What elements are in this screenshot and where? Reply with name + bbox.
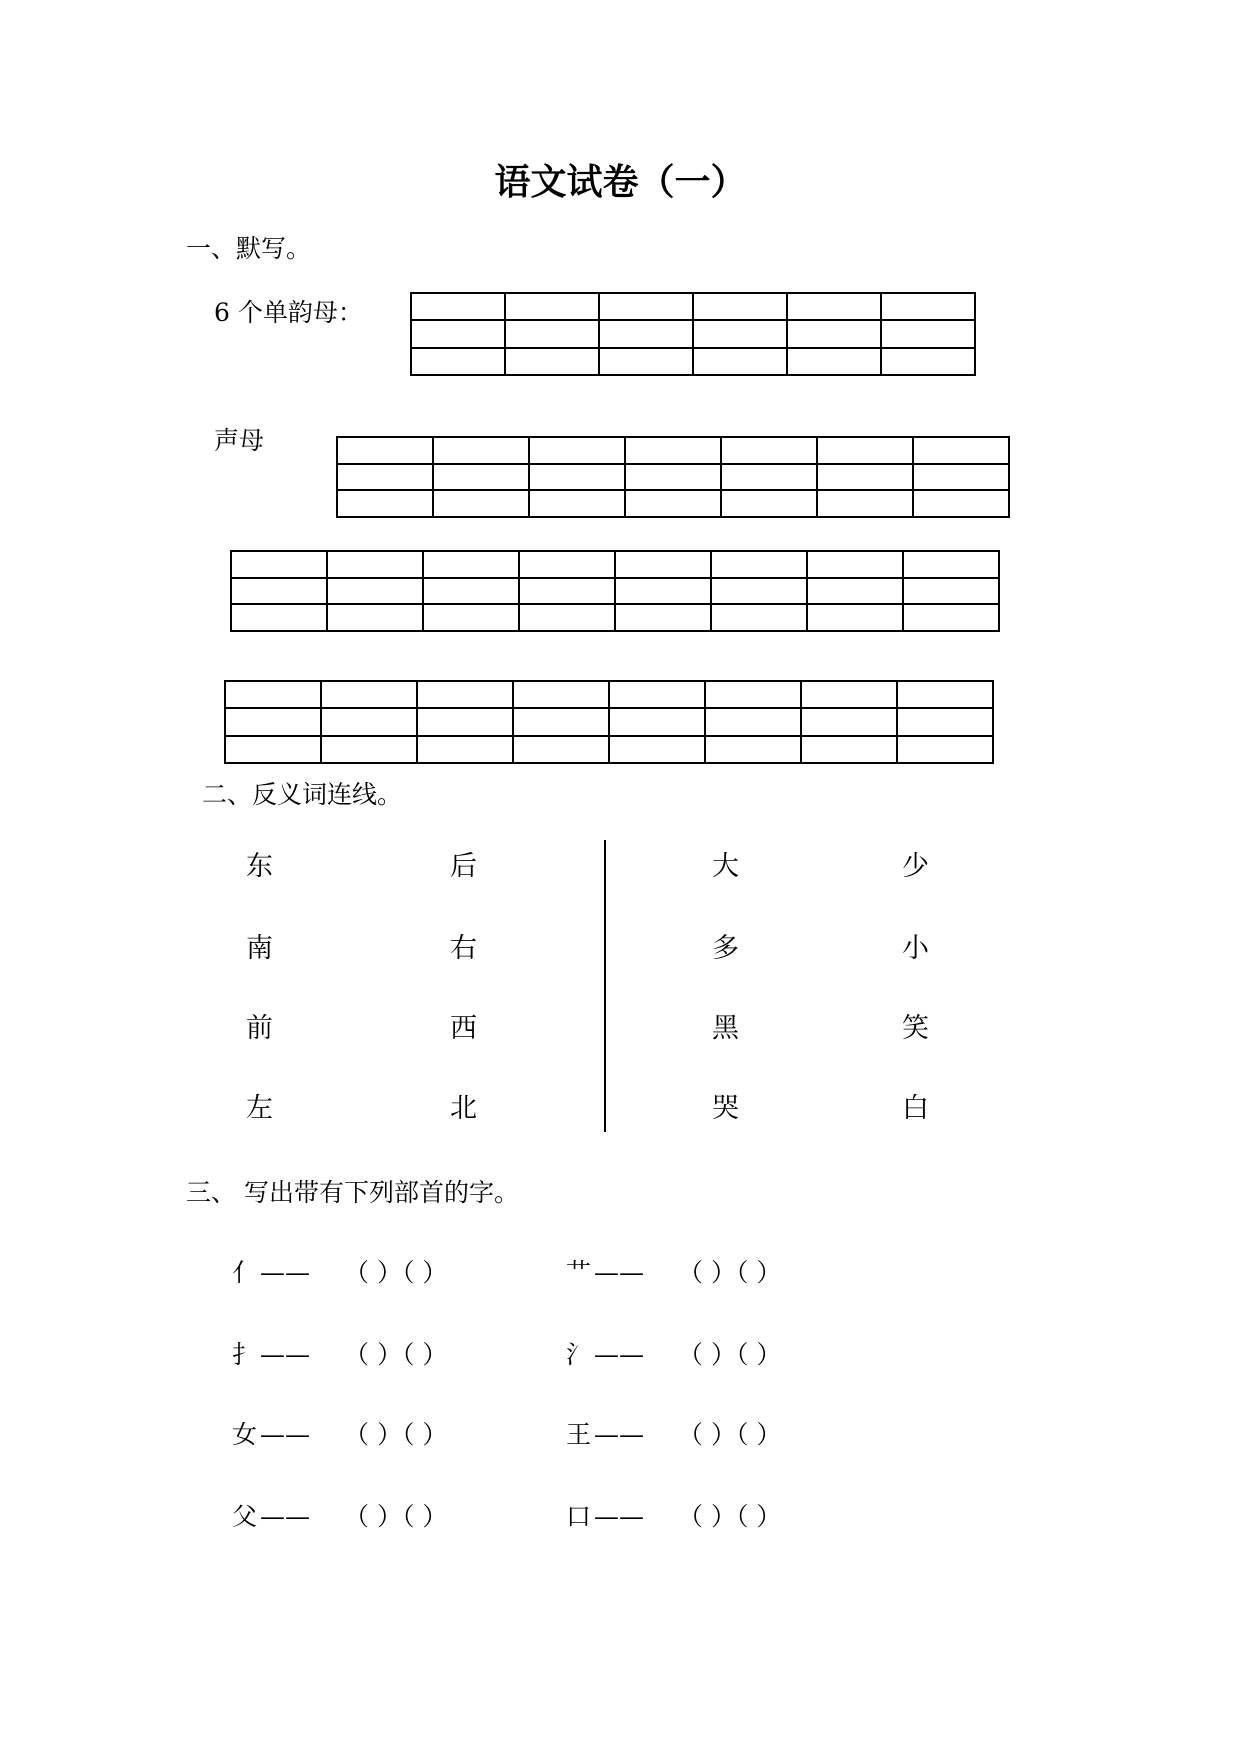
answer-blanks[interactable]: （ ）（ ） xyxy=(678,1502,782,1531)
grid-cell[interactable] xyxy=(897,736,993,763)
grid-cell[interactable] xyxy=(881,320,975,347)
grid-cell[interactable] xyxy=(411,320,505,347)
grid-cell[interactable] xyxy=(711,551,807,578)
antonym-match-left[interactable]: 后 xyxy=(450,851,477,882)
radical-char: 氵 xyxy=(566,1340,592,1369)
grid-cell[interactable] xyxy=(231,551,327,578)
grid-cell[interactable] xyxy=(807,604,903,631)
grid-cell[interactable] xyxy=(801,681,897,708)
grid-cell[interactable] xyxy=(327,604,423,631)
grid-cell[interactable] xyxy=(225,708,321,735)
grid-cell[interactable] xyxy=(519,551,615,578)
grid-cell[interactable] xyxy=(505,293,599,320)
radical-char: 扌 xyxy=(232,1340,258,1369)
grid-cell[interactable] xyxy=(721,490,817,517)
grid-cell[interactable] xyxy=(721,464,817,491)
grid-cell[interactable] xyxy=(599,348,693,375)
section3-heading: 三、 写出带有下列部首的字。 xyxy=(186,1178,519,1207)
grid-cell[interactable] xyxy=(599,320,693,347)
grid-cell[interactable] xyxy=(231,604,327,631)
grid-cell[interactable] xyxy=(787,320,881,347)
antonym-word-right[interactable]: 哭 xyxy=(712,1093,739,1124)
grid-cell[interactable] xyxy=(609,681,705,708)
antonym-match-right[interactable]: 白 xyxy=(902,1093,929,1124)
grid-cell[interactable] xyxy=(337,437,433,464)
grid-cell[interactable] xyxy=(609,736,705,763)
grid-cell[interactable] xyxy=(817,437,913,464)
radical-row xyxy=(0,1500,1241,1534)
radical-char: 口 xyxy=(566,1502,592,1531)
grid-cell[interactable] xyxy=(411,348,505,375)
antonym-match-right[interactable]: 少 xyxy=(902,851,929,882)
grid-cell[interactable] xyxy=(903,578,999,605)
grid-cell[interactable] xyxy=(913,437,1009,464)
antonym-word-left[interactable]: 左 xyxy=(246,1093,273,1124)
antonym-word-right[interactable]: 大 xyxy=(712,851,739,882)
grid-cell[interactable] xyxy=(615,578,711,605)
grid-cell[interactable] xyxy=(417,736,513,763)
grid-cell[interactable] xyxy=(529,464,625,491)
dash: —— xyxy=(594,1502,644,1531)
grid-cell[interactable] xyxy=(321,736,417,763)
grid-cell[interactable] xyxy=(327,578,423,605)
radical-char: 王 xyxy=(566,1420,592,1449)
grid-cell[interactable] xyxy=(801,708,897,735)
grid-cell[interactable] xyxy=(787,348,881,375)
antonym-word-right[interactable]: 多 xyxy=(712,933,739,964)
grid-cell[interactable] xyxy=(513,681,609,708)
grid-cell[interactable] xyxy=(225,681,321,708)
grid-cell[interactable] xyxy=(711,604,807,631)
antonym-word-right[interactable]: 黑 xyxy=(712,1013,739,1044)
grid-cell[interactable] xyxy=(817,464,913,491)
vowels-writing-grid xyxy=(410,292,976,376)
grid-cell[interactable] xyxy=(327,551,423,578)
section1-heading: 一、默写。 xyxy=(186,234,312,263)
grid-cell[interactable] xyxy=(417,681,513,708)
grid-cell[interactable] xyxy=(411,293,505,320)
grid-cell[interactable] xyxy=(615,604,711,631)
dash: —— xyxy=(594,1258,644,1287)
grid-cell[interactable] xyxy=(599,293,693,320)
initials-label: 声母 xyxy=(214,426,265,455)
grid-cell[interactable] xyxy=(787,293,881,320)
grid-cell[interactable] xyxy=(529,490,625,517)
grid-cell[interactable] xyxy=(881,293,975,320)
grid-cell[interactable] xyxy=(609,708,705,735)
radical-row xyxy=(0,1418,1241,1452)
grid-cell[interactable] xyxy=(913,490,1009,517)
grid-cell[interactable] xyxy=(417,708,513,735)
radical-char: 父 xyxy=(232,1502,258,1531)
antonym-word-left[interactable]: 东 xyxy=(246,851,273,882)
grid-cell[interactable] xyxy=(693,293,787,320)
grid-cell[interactable] xyxy=(625,464,721,491)
grid-cell[interactable] xyxy=(505,320,599,347)
antonym-match-right[interactable]: 笑 xyxy=(902,1013,929,1044)
antonym-match-left[interactable]: 右 xyxy=(450,933,477,964)
grid-cell[interactable] xyxy=(433,490,529,517)
answer-blanks[interactable]: （ ）（ ） xyxy=(678,1420,782,1449)
grid-cell[interactable] xyxy=(693,320,787,347)
page-title: 语文试卷（一） xyxy=(494,161,747,203)
grid-cell[interactable] xyxy=(817,490,913,517)
dash: —— xyxy=(260,1340,310,1369)
antonym-word-left[interactable]: 前 xyxy=(246,1013,273,1044)
grid-cell[interactable] xyxy=(881,348,975,375)
radical-char: 亻 xyxy=(232,1258,258,1287)
grid-cell[interactable] xyxy=(625,490,721,517)
answer-blanks[interactable]: （ ）（ ） xyxy=(678,1340,782,1369)
answer-blanks[interactable]: （ ）（ ） xyxy=(344,1420,448,1449)
initials-writing-grid-3 xyxy=(224,680,994,764)
initials-writing-grid-2 xyxy=(230,550,1000,632)
grid-cell[interactable] xyxy=(513,708,609,735)
vowels-label: 6 个单韵母： xyxy=(214,298,363,327)
grid-cell[interactable] xyxy=(433,464,529,491)
radical-row xyxy=(0,1338,1241,1372)
grid-cell[interactable] xyxy=(625,437,721,464)
grid-cell[interactable] xyxy=(337,464,433,491)
dash: —— xyxy=(594,1420,644,1449)
grid-cell[interactable] xyxy=(529,437,625,464)
dash: —— xyxy=(260,1258,310,1287)
dash: —— xyxy=(260,1420,310,1449)
grid-cell[interactable] xyxy=(519,578,615,605)
grid-cell[interactable] xyxy=(801,736,897,763)
grid-cell[interactable] xyxy=(231,578,327,605)
initials-writing-grid-1 xyxy=(336,436,1010,518)
grid-cell[interactable] xyxy=(433,437,529,464)
antonym-word-left[interactable]: 南 xyxy=(246,933,273,964)
grid-cell[interactable] xyxy=(807,578,903,605)
dash: —— xyxy=(260,1502,310,1531)
grid-cell[interactable] xyxy=(423,551,519,578)
grid-cell[interactable] xyxy=(705,708,801,735)
grid-cell[interactable] xyxy=(225,736,321,763)
radical-row xyxy=(0,1256,1241,1290)
grid-cell[interactable] xyxy=(615,551,711,578)
grid-cell[interactable] xyxy=(321,681,417,708)
answer-blanks[interactable]: （ ）（ ） xyxy=(344,1258,448,1287)
grid-cell[interactable] xyxy=(321,708,417,735)
radical-char: 女 xyxy=(232,1420,258,1449)
grid-cell[interactable] xyxy=(505,348,599,375)
grid-cell[interactable] xyxy=(711,578,807,605)
grid-cell[interactable] xyxy=(693,348,787,375)
antonym-match-right[interactable]: 小 xyxy=(902,933,929,964)
answer-blanks[interactable]: （ ）（ ） xyxy=(344,1340,448,1369)
grid-cell[interactable] xyxy=(423,604,519,631)
grid-cell[interactable] xyxy=(897,681,993,708)
grid-cell[interactable] xyxy=(513,736,609,763)
grid-cell[interactable] xyxy=(705,736,801,763)
section2-heading: 二、反义词连线。 xyxy=(202,780,403,809)
grid-cell[interactable] xyxy=(337,490,433,517)
grid-cell[interactable] xyxy=(721,437,817,464)
answer-blanks[interactable]: （ ）（ ） xyxy=(678,1258,782,1287)
grid-cell[interactable] xyxy=(423,578,519,605)
antonym-match-left[interactable]: 西 xyxy=(450,1013,477,1044)
grid-cell[interactable] xyxy=(897,708,993,735)
radical-char: 艹 xyxy=(566,1258,592,1287)
column-divider xyxy=(604,840,606,1132)
answer-blanks[interactable]: （ ）（ ） xyxy=(344,1502,448,1531)
grid-cell[interactable] xyxy=(903,604,999,631)
antonym-match-left[interactable]: 北 xyxy=(450,1093,477,1124)
grid-cell[interactable] xyxy=(519,604,615,631)
grid-cell[interactable] xyxy=(913,464,1009,491)
grid-cell[interactable] xyxy=(705,681,801,708)
dash: —— xyxy=(594,1340,644,1369)
grid-cell[interactable] xyxy=(807,551,903,578)
grid-cell[interactable] xyxy=(903,551,999,578)
